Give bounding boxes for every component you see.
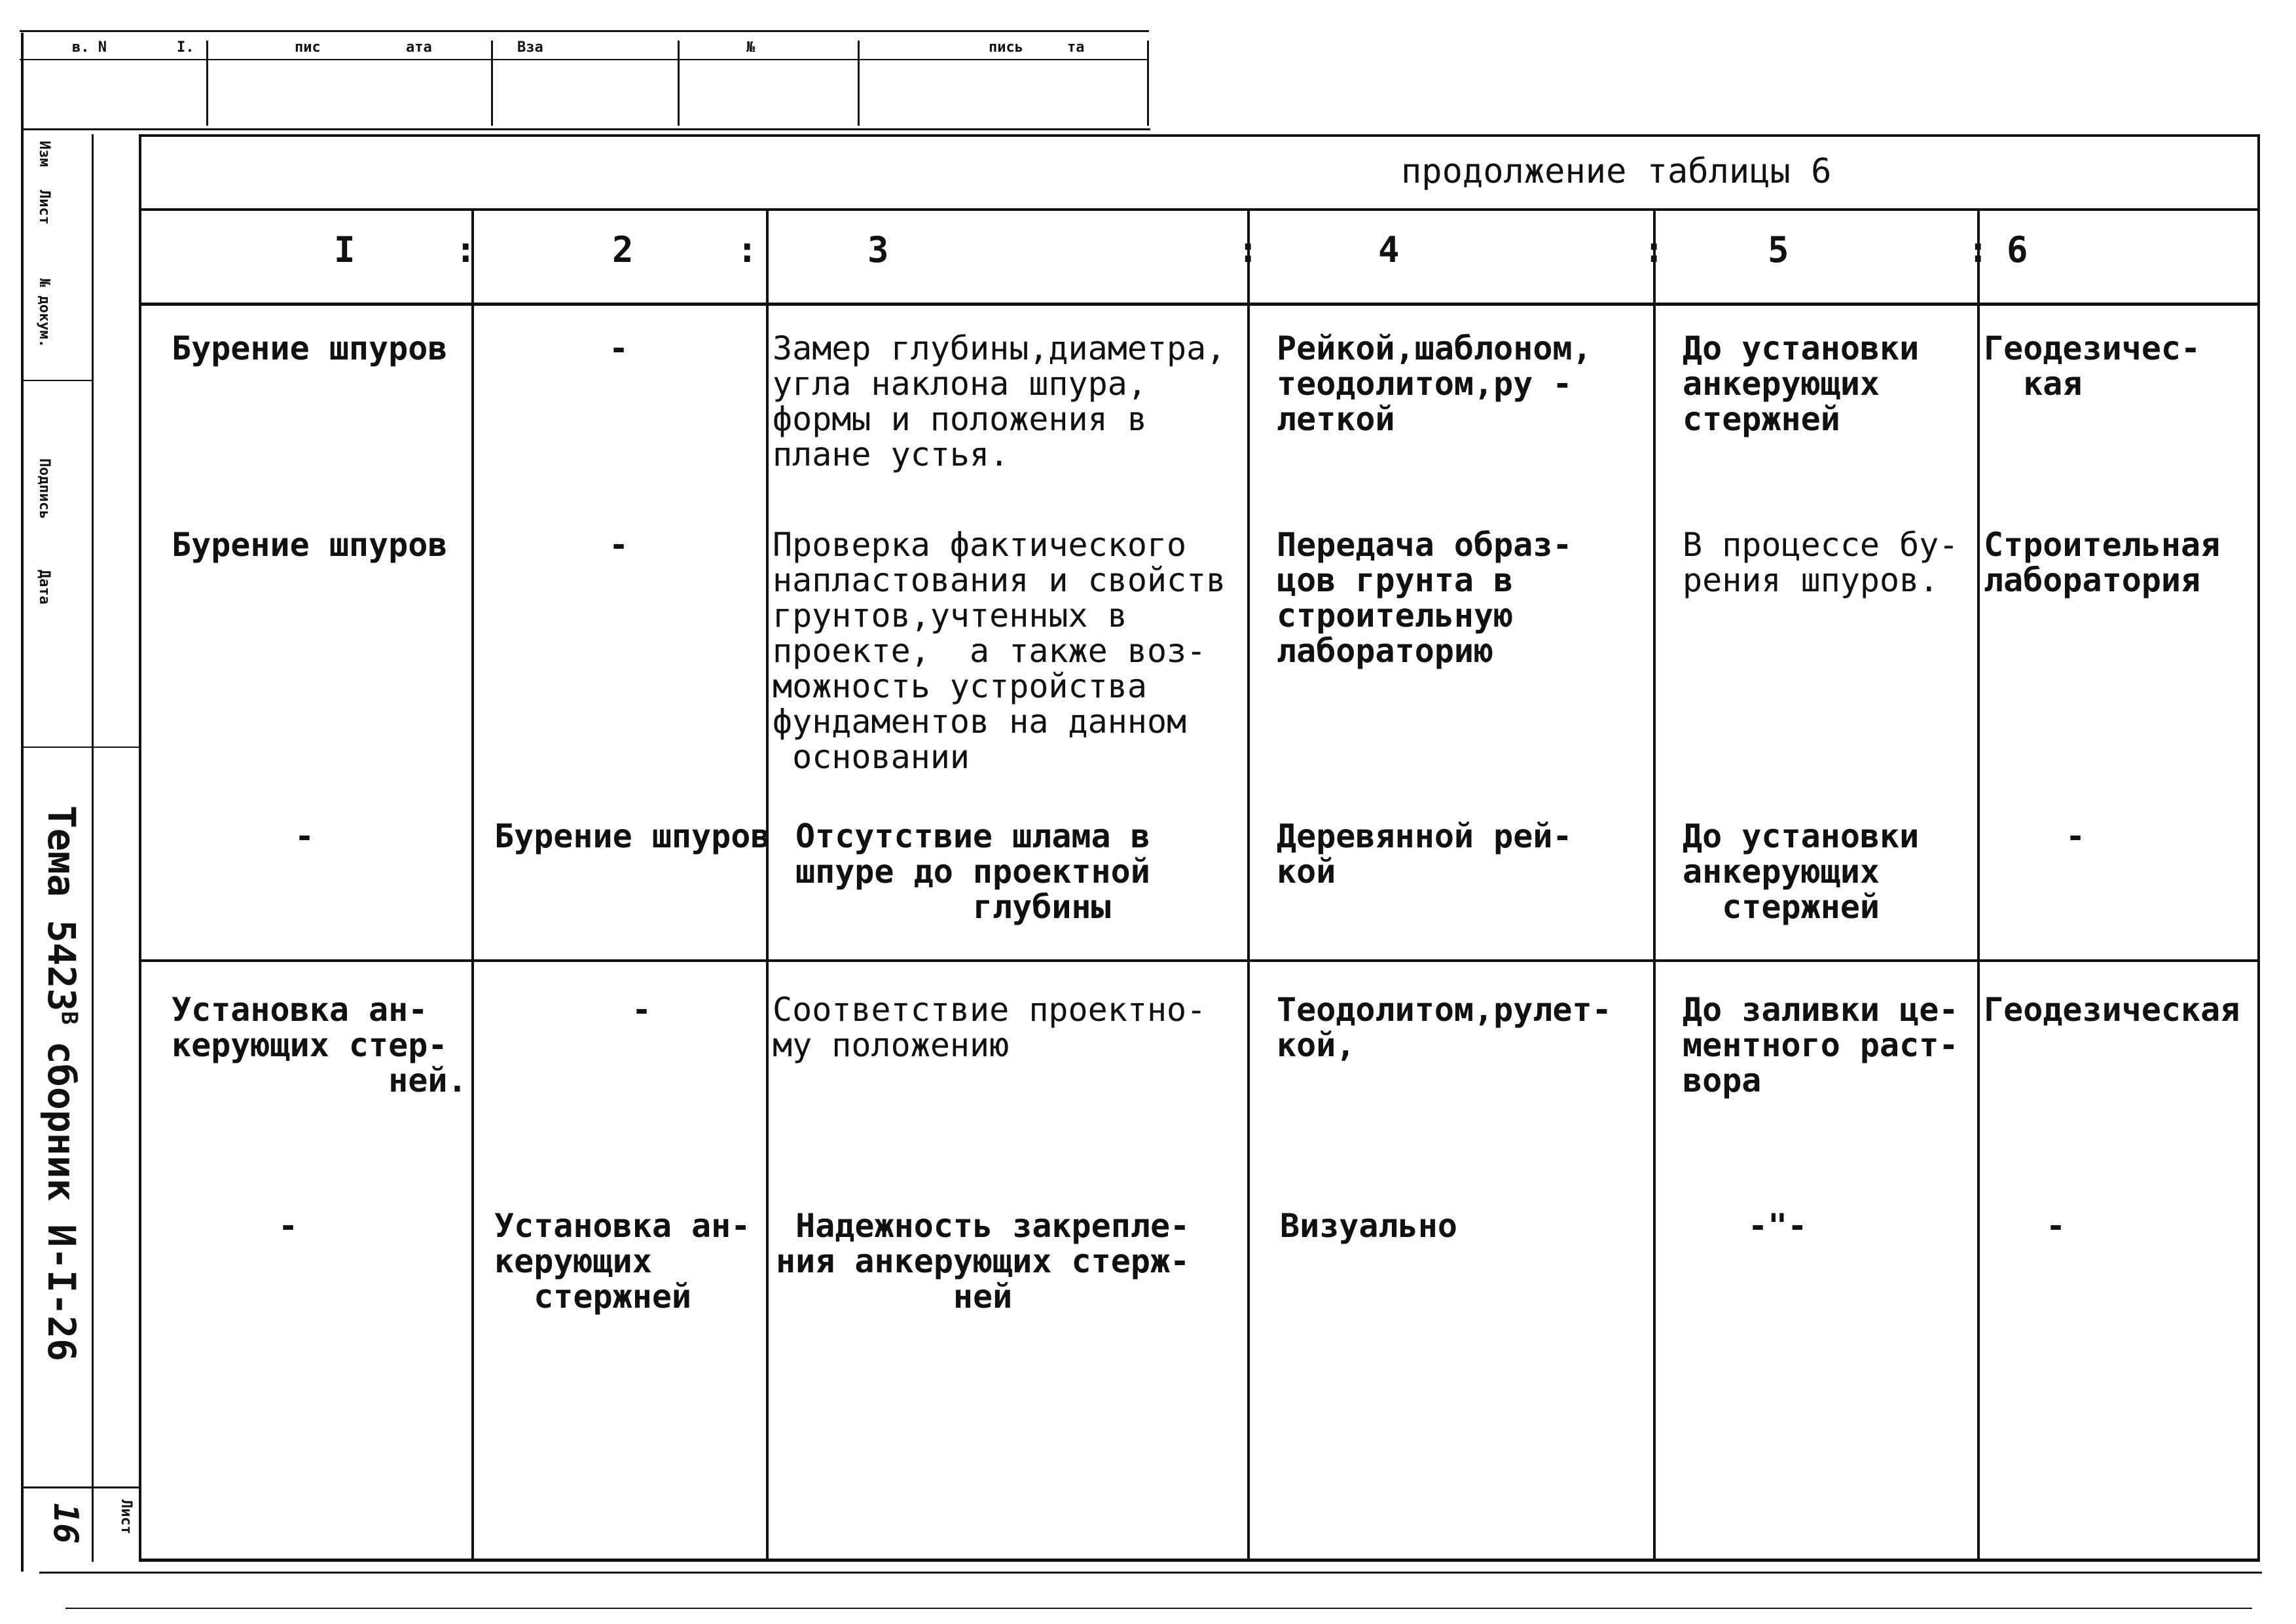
table-cell: - <box>2066 817 2086 855</box>
side-label: Изм <box>36 141 52 167</box>
stamp-label: Вза <box>517 39 543 56</box>
table-cell: До установки анкерующих стержней <box>1683 817 1920 926</box>
column-header-4: 4 <box>1378 229 1400 270</box>
table-cell: Строительная лаборатория <box>1984 526 2221 599</box>
stamp-label: пис <box>295 39 321 56</box>
header-separator: : <box>1967 229 1989 270</box>
column-header-5: 5 <box>1768 229 1789 270</box>
column-header-1: I <box>334 229 355 270</box>
side-label: Дата <box>36 570 52 604</box>
table-cell: - <box>278 1207 299 1245</box>
table-cell: До установки анкерующих стержней <box>1683 329 1920 438</box>
sheet-label: Лист <box>118 1500 134 1534</box>
table-cell: - <box>609 329 629 367</box>
table-cell: - <box>2046 1207 2066 1245</box>
table-cell: Отсутствие шлама в шпуре до проектной глубины <box>795 817 1150 926</box>
table-cell: - <box>632 991 652 1029</box>
table-caption: продолжение таблицы 6 <box>1401 152 1832 191</box>
table-cell: - <box>295 817 315 855</box>
project-title <box>39 805 84 1025</box>
table-cell: Теодолитом,рулет- кой, <box>1277 991 1612 1064</box>
stamp-label: в. N <box>72 39 107 56</box>
stamp-label: та <box>1067 39 1085 56</box>
table-cell: Замер глубины,диаметра, угла наклона шпура, формы и положения в плане устья. <box>773 329 1226 473</box>
table-cell: -"- <box>1748 1207 1808 1245</box>
table-cell: В процессе бу- рения шпуров. <box>1683 526 1959 599</box>
table-cell: Соответствие проектно- му положению <box>773 991 1207 1064</box>
collection-title: сборник И-I-26 <box>39 1041 84 1361</box>
side-label: № докум. <box>36 278 52 348</box>
stamp-label: пись <box>989 39 1023 56</box>
project-sup: В <box>56 1011 82 1025</box>
side-label: Лист <box>36 190 52 225</box>
table-cell: - <box>609 526 629 564</box>
table-cell: Проверка фактического напластования и свойств грунтов,учтенных в проекте, а также воз- можность устройства фундаментов на данном основании <box>773 526 1226 776</box>
table-cell: Геодезическая <box>1984 991 2240 1029</box>
stamp-label: № <box>746 39 756 56</box>
table-cell: Бурение шпуров <box>172 526 448 564</box>
project-name: Тема 5423 <box>39 805 84 1012</box>
header-separator: : <box>455 229 477 270</box>
header-separator: : <box>1643 229 1665 270</box>
table-cell: Визуально <box>1280 1207 1457 1245</box>
header-separator: : <box>737 229 758 270</box>
table-cell: Установка ан- керующих стер- ней. <box>172 991 467 1099</box>
table-cell: Рейкой,шаблоном, теодолитом,ру - леткой <box>1277 329 1592 438</box>
table-cell: Надежность закрепле- ния анкерующих стерж- ней <box>776 1207 1190 1316</box>
table-cell: До заливки це- ментного раст- вора <box>1683 991 1959 1099</box>
side-label: Подпись <box>36 458 52 519</box>
table-cell: Деревянной рей- кой <box>1277 817 1573 891</box>
column-header-6: 6 <box>2007 229 2028 270</box>
table-cell: Бурение шпуров <box>172 329 448 367</box>
table-cell: Передача образ- цов грунта в строительную лабораторию <box>1277 526 1573 670</box>
column-header-3: 3 <box>867 229 889 270</box>
header-separator: : <box>1237 229 1259 270</box>
sheet-number: 16 <box>46 1503 85 1544</box>
stamp-label: I. <box>177 39 194 56</box>
stamp-label: ата <box>406 39 432 56</box>
table-cell: Бурение шпуров <box>494 817 771 855</box>
column-header-2: 2 <box>612 229 634 270</box>
table-cell: Геодезичес- кая <box>1984 329 2201 403</box>
table-cell: Установка ан- керующих стержней <box>494 1207 751 1316</box>
